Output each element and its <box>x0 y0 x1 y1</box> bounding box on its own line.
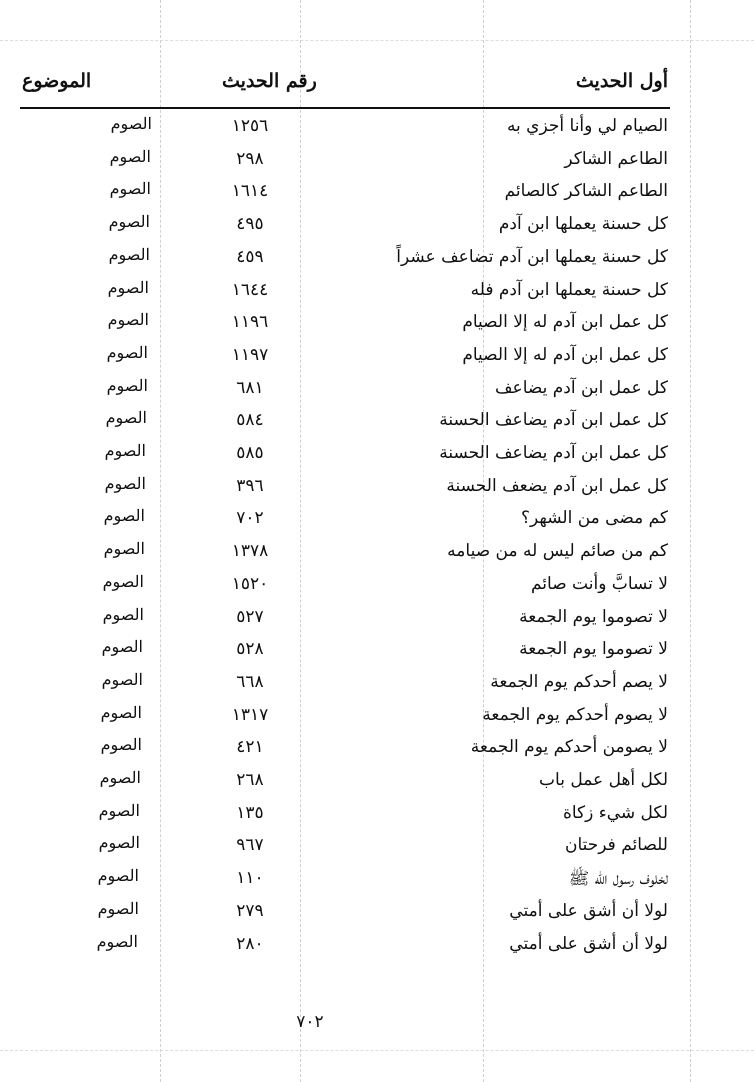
table-row <box>0 243 754 276</box>
hadith-number: ١٢٥٦ <box>231 116 269 136</box>
hadith-topic: الصوم <box>96 931 138 951</box>
table-row <box>0 668 754 701</box>
table-row <box>0 570 754 603</box>
hadith-first-words: كل حسنة يعملها ابن آدم فله <box>470 279 668 300</box>
hadith-number: ٦٦٨ <box>236 671 264 692</box>
table-row <box>0 603 754 636</box>
hadith-first-words: كم مضى من الشهر؟ <box>521 508 668 529</box>
hadith-topic: الصوم <box>110 114 152 133</box>
hadith-first-words: لكل شيء زكاة <box>562 802 668 823</box>
table-row <box>0 831 754 864</box>
hadith-first-words: لولا أن أشق على أمتي <box>509 933 668 954</box>
hadith-first-words: كل عمل ابن آدم يضاعف الحسنة <box>439 410 668 431</box>
hadith-topic: الصوم <box>104 441 146 460</box>
table-row <box>0 701 754 734</box>
hadith-topic: الصوم <box>106 375 148 395</box>
header-hadith-number: رقم الحديث <box>222 70 317 92</box>
table-row <box>0 145 754 178</box>
hadith-topic: الصوم <box>108 212 150 232</box>
hadith-topic: الصوم <box>104 473 146 493</box>
table-row <box>0 504 754 537</box>
hadith-first-words: كم من صائم ليس له من صيامه <box>447 541 668 562</box>
table-row <box>0 177 754 210</box>
hadith-first-words: كل عمل ابن آدم له إلا الصيام <box>462 344 668 365</box>
hadith-number: ٥٢٨ <box>236 639 264 660</box>
hadith-number: ٥٨٥ <box>236 443 264 463</box>
scan-guide-line <box>0 1050 754 1051</box>
hadith-topic: الصوم <box>103 539 145 559</box>
hadith-number: ٤٥٩ <box>236 246 264 267</box>
hadith-number: ٤٩٥ <box>236 214 264 235</box>
hadith-first-words: الصيام لي وأنا أجزي به <box>506 116 668 136</box>
hadith-first-words: لا تصوموا يوم الجمعة <box>519 606 668 627</box>
hadith-topic: الصوم <box>107 310 149 330</box>
hadith-topic: الصوم <box>101 669 143 689</box>
hadith-topic: الصوم <box>99 768 141 787</box>
table-row <box>0 864 754 897</box>
hadith-first-words: كل حسنة يعملها ابن آدم تضاعف عشراً <box>396 246 668 267</box>
hadith-number: ٢٧٩ <box>236 900 264 921</box>
hadith-first-words: لولا أن أشق على أمتي <box>509 900 668 921</box>
hadith-number: ٦٨١ <box>236 377 264 398</box>
table-row <box>0 537 754 570</box>
hadith-number: ٤٢١ <box>236 737 264 758</box>
scan-guide-line <box>0 40 754 41</box>
hadith-topic: الصوم <box>97 866 139 886</box>
hadith-number: ٣٩٦ <box>236 475 264 496</box>
hadith-first-words: كل حسنة يعملها ابن آدم <box>498 214 668 235</box>
hadith-topic: الصوم <box>98 833 140 853</box>
hadith-first-words: لا تصوموا يوم الجمعة <box>519 639 668 660</box>
table-row <box>0 341 754 374</box>
hadith-topic: الصوم <box>100 735 142 755</box>
table-row <box>0 472 754 505</box>
table-row <box>0 374 754 407</box>
table-row <box>0 112 754 145</box>
hadith-first-words: كل عمل ابن آدم يضعف الحسنة <box>446 475 668 496</box>
hadith-number: ٩٦٧ <box>236 835 264 856</box>
page-number: ٧٠٢ <box>296 1012 324 1032</box>
hadith-topic: الصوم <box>106 342 148 362</box>
hadith-first-words: لا يصوم أحدكم يوم الجمعة <box>482 704 668 725</box>
hadith-number: ١٦١٤ <box>231 181 269 202</box>
hadith-topic: الصوم <box>101 637 143 657</box>
hadith-topic: الصوم <box>100 702 142 722</box>
hadith-first-words: لا يصومن أحدكم يوم الجمعة <box>470 737 668 758</box>
hadith-number: ٥٨٤ <box>236 410 264 431</box>
hadith-first-words: لخلوف رسول الله ﷺ <box>568 869 668 890</box>
table-row <box>0 210 754 243</box>
table-row <box>0 733 754 766</box>
table-row <box>0 635 754 668</box>
table-row <box>0 308 754 341</box>
hadith-first-words: الطاعم الشاكر كالصائم <box>504 181 668 202</box>
hadith-first-words: للصائم فرحتان <box>565 835 668 856</box>
hadith-topic: الصوم <box>97 898 139 918</box>
header-topic: الموضوع <box>22 70 92 92</box>
hadith-topic: الصوم <box>103 506 145 526</box>
hadith-number: ١٣١٧ <box>231 704 269 725</box>
hadith-number: ١١٩٦ <box>231 312 269 333</box>
header-rule <box>20 107 670 109</box>
hadith-topic: الصوم <box>108 244 150 264</box>
table-header <box>0 62 754 102</box>
hadith-number: ١١٩٧ <box>231 344 269 365</box>
hadith-number: ٧٠٢ <box>236 508 264 529</box>
hadith-number: ٢٦٨ <box>236 770 264 790</box>
hadith-first-words: كل عمل ابن آدم يضاعف الحسنة <box>439 443 668 463</box>
hadith-number: ١٦٤٤ <box>231 279 269 300</box>
hadith-first-words: لا يصم أحدكم يوم الجمعة <box>490 671 668 692</box>
hadith-number: ١٣٥ <box>236 802 264 823</box>
hadith-topic: الصوم <box>109 179 151 199</box>
table-row <box>0 276 754 309</box>
hadith-first-words: لا تسابَّ وأنت صائم <box>530 573 668 594</box>
header-first-words: أول الحديث <box>575 70 668 92</box>
table-row <box>0 897 754 930</box>
hadith-number: ٢٨٠ <box>236 933 264 954</box>
hadith-topic: الصوم <box>105 408 147 428</box>
table-row <box>0 439 754 472</box>
hadith-topic: الصوم <box>109 146 151 166</box>
hadith-first-words: كل عمل ابن آدم يضاعف <box>494 377 668 398</box>
table-row <box>0 930 754 963</box>
hadith-first-words: كل عمل ابن آدم له إلا الصيام <box>462 312 668 333</box>
hadith-number: ١٥٢٠ <box>231 573 269 594</box>
hadith-number: ١٣٧٨ <box>231 541 269 562</box>
hadith-topic: الصوم <box>98 800 140 820</box>
hadith-number: ٥٢٧ <box>236 606 264 627</box>
hadith-first-words: لكل أهل عمل باب <box>539 770 668 790</box>
table-row <box>0 799 754 832</box>
hadith-topic: الصوم <box>102 571 144 591</box>
hadith-number: ٢٩٨ <box>236 148 264 169</box>
table-row <box>0 766 754 799</box>
hadith-first-words: الطاعم الشاكر <box>564 148 668 169</box>
hadith-number: ١١٠ <box>236 868 264 889</box>
table-row <box>0 406 754 439</box>
hadith-topic: الصوم <box>102 604 144 624</box>
hadith-topic: الصوم <box>107 277 149 297</box>
